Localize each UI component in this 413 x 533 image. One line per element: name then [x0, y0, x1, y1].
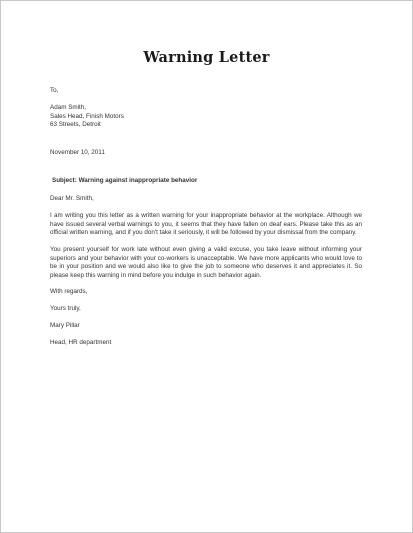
- recipient-block: [50, 104, 362, 130]
- greeting: Dear Mr. Smith,: [50, 195, 94, 203]
- paragraph-2: You present yourself for work late without even giving a valid excuse, you take leave without informing your superiors and your behavior with your co-workers is unacceptable. We have more applicants who would love to be in your position and we would also like to give the job to someone who deserves it and appreciates it. So please keep this warning in mind before you indulge in such behavior again.: [50, 245, 362, 279]
- letter-title: Warning Letter: [143, 49, 270, 66]
- paragraph-1: I am writing you this letter as a written warning for your inappropriate behavior at the workplace. Although we have issued several verbal warnings to you, it seems that they have fallen on deaf ears. Please take this as an official written warning, and if you don't take it seriously, it will be followed by your dismissal from the company.: [50, 211, 362, 237]
- recipient-name: Adam Smith,: [50, 104, 87, 112]
- recipient-position: Sales Head, Finish Motors: [50, 112, 124, 120]
- to-label: To,: [50, 87, 59, 94]
- closing: With regards,: [50, 288, 88, 296]
- sign-off: Yours truly,: [50, 305, 81, 313]
- letter-body: [50, 87, 362, 347]
- letter-subject: Subject: Warning against inappropriate behavior: [52, 176, 198, 184]
- sender-name: Mary Pillar: [50, 322, 80, 330]
- recipient-address: 63 Streets, Detroit: [50, 121, 101, 129]
- letter-date: November 10, 2011: [50, 148, 105, 156]
- sender-title: Head, HR department: [50, 338, 112, 346]
